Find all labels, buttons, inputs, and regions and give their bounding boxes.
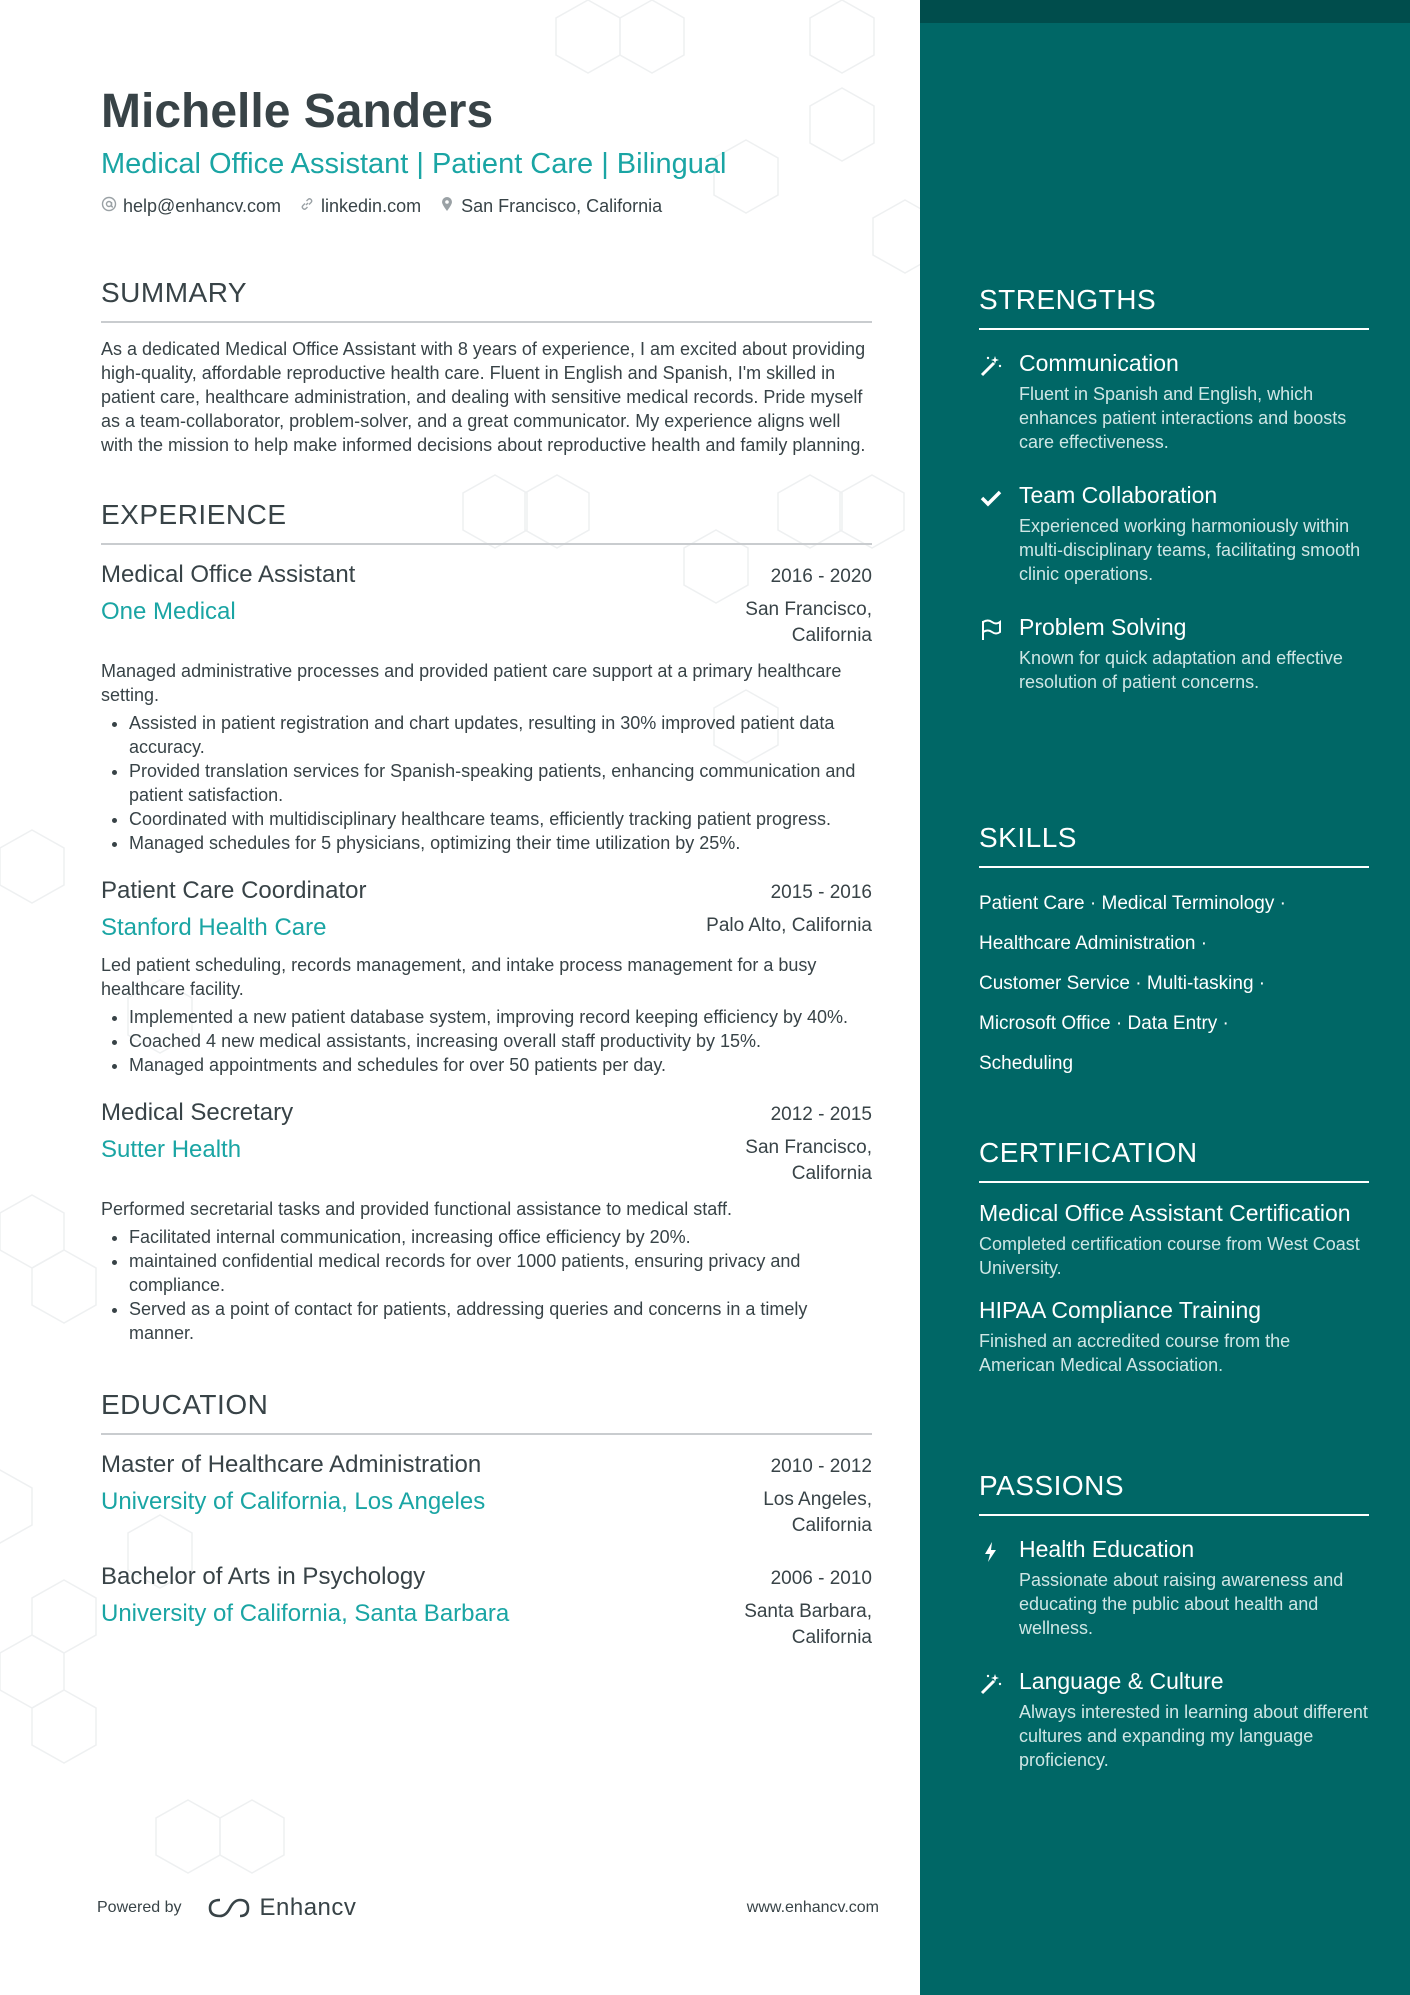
- skills-line: Healthcare Administration ·: [979, 933, 1208, 954]
- job-description: Managed administrative processes and provided patient care support at a primary healthcare setting.: [101, 661, 842, 705]
- job-title: Patient Care Coordinator: [101, 877, 367, 904]
- summary-section: [101, 275, 872, 457]
- enhancv-logo-icon: [206, 1896, 252, 1920]
- job-location: Palo Alto, California: [706, 915, 872, 936]
- skills-line: Scheduling: [979, 1053, 1074, 1074]
- passion-title: Health Education: [1019, 1536, 1195, 1562]
- sidebar: [920, 0, 1410, 1995]
- magic-wand-icon: [979, 1666, 1005, 1772]
- education-dates: 2010 - 2012: [770, 1456, 872, 1477]
- bullet-item: • Facilitated internal communication, increasing office efficiency by 20%.: [129, 1225, 872, 1249]
- contact-location-text: San Francisco, California: [461, 196, 663, 216]
- school-name: University of California, Santa Barbara: [101, 1600, 510, 1627]
- candidate-name: Michelle Sanders: [101, 85, 494, 138]
- job-description: Performed secretarial tasks and provided functional assistance to medical staff.: [101, 1199, 732, 1219]
- experience-item: [101, 875, 872, 1077]
- passion-description: Passionate about raising awareness and educating the public about health and wellness.: [1019, 1570, 1344, 1638]
- enhancv-logo[interactable]: [206, 1894, 357, 1922]
- job-title: Medical Office Assistant: [101, 561, 356, 588]
- passion-description: Always interested in learning about different cultures and expanding my language proficiency.: [1019, 1702, 1368, 1770]
- contact-email-text: help@enhancv.com: [123, 196, 282, 216]
- link-icon: [299, 196, 315, 217]
- job-location: San Francisco, California: [745, 599, 872, 646]
- education-dates: 2006 - 2010: [770, 1568, 872, 1589]
- main-column: [101, 80, 872, 1651]
- candidate-title: Medical Office Assistant | Patient Care | Bilingual: [101, 148, 727, 180]
- bullet-item: • Coordinated with multidisciplinary healthcare teams, efficiently tracking patient progress.: [129, 807, 872, 831]
- certification-description: Finished an accredited course from the American Medical Association.: [979, 1331, 1291, 1375]
- certification-item: [979, 1296, 1369, 1377]
- experience-section: [101, 497, 872, 1345]
- contact-row: [101, 196, 872, 217]
- passions-heading: PASSIONS: [979, 1468, 1369, 1516]
- certification-title: Medical Office Assistant Certification: [979, 1200, 1351, 1226]
- powered-by-label: Powered by: [97, 1899, 182, 1916]
- degree-title: Bachelor of Arts in Psychology: [101, 1563, 426, 1590]
- certification-title: HIPAA Compliance Training: [979, 1297, 1262, 1323]
- education-item: [101, 1449, 872, 1539]
- job-location: San Francisco, California: [745, 1137, 872, 1184]
- location-pin-icon: [439, 196, 455, 217]
- strength-title: Problem Solving: [1019, 614, 1187, 640]
- bullet-item: • Assisted in patient registration and chart updates, resulting in 30% improved patient data accuracy.: [129, 711, 872, 759]
- summary-text: As a dedicated Medical Office Assistant with 8 years of experience, I am excited about providing high-quality, affordable reproductive health care. Fluent in English and Spanish, I'm skilled in patient care, healthcare administration, and dealing with sensitive medical records. Pride myself as a team-collaborator, problem-solver, and a great communicator. My experience aligns well with the mission to help make informed decisions about reproductive health and family planning.: [101, 339, 866, 455]
- bullet-item: • Implemented a new patient database system, improving record keeping efficiency by 40%.: [129, 1005, 872, 1029]
- powered-by: [97, 1894, 356, 1922]
- strength-item: [979, 480, 1369, 586]
- bullet-item: • Managed appointments and schedules for over 50 patients per day.: [129, 1053, 872, 1077]
- enhancv-brand-text: Enhancv: [259, 1894, 357, 1921]
- strength-description: Fluent in Spanish and English, which enhances patient interactions and boosts care effectiveness.: [1019, 384, 1347, 452]
- strength-item: [979, 348, 1369, 454]
- strengths-section: [979, 282, 1369, 694]
- job-company: Stanford Health Care: [101, 914, 327, 941]
- job-bullets: [101, 1225, 872, 1345]
- contact-linkedin-text: linkedin.com: [321, 196, 422, 216]
- bullet-item: • Provided translation services for Spanish-speaking patients, enhancing communication and patient satisfaction.: [129, 759, 872, 807]
- job-company: One Medical: [101, 598, 236, 625]
- footer: [97, 1894, 879, 1922]
- skills-line: Customer Service · Multi-tasking ·: [979, 973, 1266, 994]
- lightning-icon: [979, 1534, 1005, 1640]
- experience-item: [101, 1097, 872, 1345]
- job-dates: 2016 - 2020: [770, 566, 872, 587]
- job-dates: 2015 - 2016: [770, 882, 872, 903]
- flag-icon: [979, 612, 1005, 694]
- contact-location: [439, 196, 662, 217]
- passions-section: [979, 1468, 1369, 1772]
- bullet-item: • Managed schedules for 5 physicians, optimizing their time utilization by 25%.: [129, 831, 872, 855]
- job-company: Sutter Health: [101, 1136, 242, 1163]
- strength-description: Known for quick adaptation and effective resolution of patient concerns.: [1019, 648, 1343, 692]
- passion-item: [979, 1534, 1369, 1640]
- contact-email[interactable]: [101, 196, 281, 217]
- strength-title: Communication: [1019, 350, 1179, 376]
- bullet-item: • Served as a point of contact for patients, addressing queries and concerns in a timely manner.: [129, 1297, 872, 1345]
- strength-title: Team Collaboration: [1019, 482, 1218, 508]
- certification-item: [979, 1199, 1369, 1280]
- skills-list: [979, 884, 1369, 1084]
- passion-item: [979, 1666, 1369, 1772]
- experience-heading: EXPERIENCE: [101, 497, 872, 545]
- certification-heading: CERTIFICATION: [979, 1135, 1369, 1183]
- education-location: Santa Barbara, California: [744, 1601, 872, 1648]
- footer-url[interactable]: www.enhancv.com: [746, 1899, 879, 1916]
- sidebar-top-band: [920, 0, 1410, 23]
- passion-title: Language & Culture: [1019, 1668, 1224, 1694]
- bullet-item: • Coached 4 new medical assistants, increasing overall staff productivity by 15%.: [129, 1029, 872, 1053]
- magic-wand-icon: [979, 348, 1005, 454]
- strength-item: [979, 612, 1369, 694]
- education-item: [101, 1561, 872, 1651]
- skills-heading: SKILLS: [979, 820, 1369, 868]
- summary-heading: SUMMARY: [101, 275, 872, 323]
- job-bullets: [101, 1005, 872, 1077]
- certification-section: [979, 1135, 1369, 1377]
- degree-title: Master of Healthcare Administration: [101, 1451, 482, 1478]
- experience-item: [101, 559, 872, 855]
- bullet-item: • maintained confidential medical records for over 1000 patients, ensuring privacy and compliance.: [129, 1249, 872, 1297]
- strength-description: Experienced working harmoniously within multi-disciplinary teams, facilitating smooth clinic operations.: [1019, 516, 1361, 584]
- checkmark-icon: [979, 480, 1005, 586]
- school-name: University of California, Los Angeles: [101, 1488, 486, 1515]
- job-title: Medical Secretary: [101, 1099, 294, 1126]
- certification-description: Completed certification course from West Coast University.: [979, 1234, 1360, 1278]
- job-bullets: [101, 711, 872, 855]
- job-description: Led patient scheduling, records management, and intake process management for a busy healthcare facility.: [101, 955, 817, 999]
- skills-line: Patient Care · Medical Terminology ·: [979, 893, 1286, 914]
- skills-line: Microsoft Office · Data Entry ·: [979, 1013, 1229, 1034]
- at-icon: [101, 196, 117, 217]
- job-dates: 2012 - 2015: [770, 1104, 872, 1125]
- education-section: [101, 1387, 872, 1651]
- education-location: Los Angeles, California: [763, 1489, 872, 1536]
- strengths-heading: STRENGTHS: [979, 282, 1369, 330]
- contact-linkedin[interactable]: [299, 196, 421, 217]
- skills-section: [979, 820, 1369, 1084]
- education-heading: EDUCATION: [101, 1387, 872, 1435]
